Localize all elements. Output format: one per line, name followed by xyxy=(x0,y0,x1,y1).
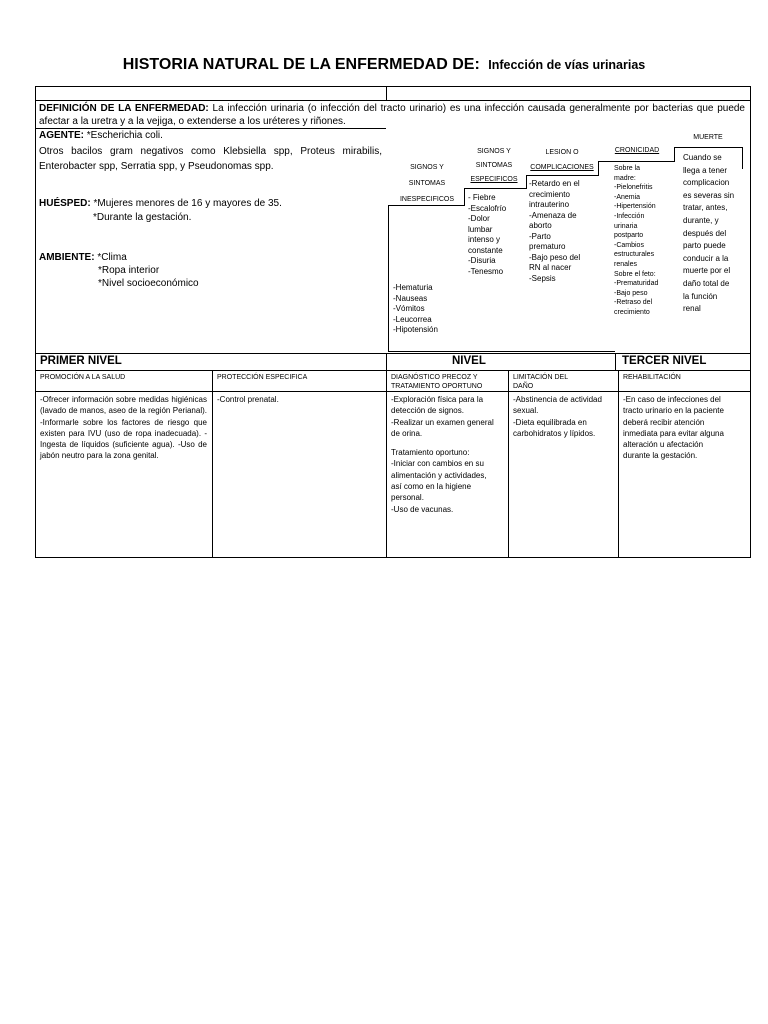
symptom-item: -Hipotensión xyxy=(393,325,438,334)
list-item: -Iniciar con cambios en su xyxy=(391,459,484,469)
list-cronicidad xyxy=(614,164,676,318)
list-item: alteración u afectación xyxy=(623,440,704,450)
complication-item: prematuro xyxy=(529,242,566,251)
header-line: LIMITACIÓN DEL xyxy=(513,374,569,381)
list-item xyxy=(391,439,506,447)
header-promocion: PROMOCIÓN A LA SALUD xyxy=(40,374,126,381)
list-item: alimentación y actividades, xyxy=(391,470,487,480)
content-limitacion xyxy=(513,394,616,439)
death-item: Cuando se xyxy=(683,153,722,162)
list-item: sexual. xyxy=(513,406,539,416)
definition-block xyxy=(39,103,745,128)
death-item: parto puede xyxy=(683,241,726,251)
agent-label: AGENTE: xyxy=(39,130,84,141)
definition-top xyxy=(35,100,751,101)
complication-item: aborto xyxy=(529,221,552,230)
stage-title-lesion xyxy=(526,145,598,175)
chronicity-item: -Hipertensión xyxy=(614,203,656,211)
chronicity-item: Sobre el feto: xyxy=(614,270,656,278)
chronicity-item: crecimiento xyxy=(614,308,650,316)
complication-item: -Bajo peso del xyxy=(529,252,581,262)
header-proteccion: PROTECCIÓN ESPECIFICA xyxy=(217,374,308,381)
death-item: durante, y xyxy=(683,215,719,225)
stage-title-muerte: MUERTE xyxy=(693,134,723,141)
chronicity-item: urinaria xyxy=(614,222,638,230)
stage-title-line: ESPECIFICOS xyxy=(470,176,518,183)
col-div-1 xyxy=(212,370,213,558)
chronicity-item: -Retraso del xyxy=(614,299,653,307)
stage-title-line: INESPECIFICOS xyxy=(399,196,455,203)
death-item: después del xyxy=(683,228,727,238)
symptom-item: -Hematuria xyxy=(393,283,433,292)
chronicity-item: -Pielonefritis xyxy=(614,184,653,192)
list-item: -Exploración física para la xyxy=(391,395,484,404)
list-item: Tratamiento oportuno: xyxy=(391,448,470,458)
levels-top xyxy=(35,353,751,354)
environment-label: AMBIENTE: xyxy=(39,252,95,263)
stage-title-line: COMPLICACIONES xyxy=(530,164,594,171)
agent-others: Otros bacilos gram negativos como Klebsiella spp, Proteus mirabilis, Enterobacter spp, Serratia spp, y Pseudonomas spp. xyxy=(39,146,382,172)
stair-v-1 xyxy=(464,188,465,206)
symptom-item: -Tenesmo xyxy=(468,266,504,276)
list-item: deberá recibir atención xyxy=(623,417,705,427)
symptom-item: -Leucorrea xyxy=(393,314,432,324)
list-item: carbohidratos y lípidos. xyxy=(513,428,596,438)
agent-line xyxy=(39,130,384,143)
death-item: daño total de xyxy=(683,278,730,288)
header-line: TRATAMIENTO OPORTUNO xyxy=(391,383,483,390)
list-item: -Dieta equilibrada en xyxy=(513,417,587,427)
header-diagnostico xyxy=(391,373,482,391)
content-diagnostico xyxy=(391,394,506,515)
frame-bottom xyxy=(35,557,751,558)
stage-title-line: SIGNOS Y xyxy=(477,148,511,155)
symptom-item: constante xyxy=(468,245,503,255)
stage-title-inespecificos xyxy=(392,160,462,208)
death-item: es severas sin xyxy=(683,190,735,200)
environment-block xyxy=(39,251,384,290)
complication-item: crecimiento xyxy=(529,189,570,199)
agent-value: *Escherichia coli. xyxy=(86,130,163,141)
levels-div-1 xyxy=(386,353,387,370)
chronicity-item: Sobre la xyxy=(614,165,641,172)
level-tercer: TERCER NIVEL xyxy=(622,355,707,367)
definition-text: La infección urinaria (o infección del tracto urinario) es una infección causada generalmente por bacterias que puede afectar a la uretra y a la vejiga, o extenderse a los uréteres y riñones. xyxy=(39,103,745,127)
chronicity-item: -Bajo peso xyxy=(614,289,648,297)
stage-title-especificos xyxy=(464,145,524,187)
list-item: inmediata para evitar alguna xyxy=(623,428,724,438)
list-item: -Abstinencia de actividad xyxy=(513,395,602,404)
stage-title-line: LESION O xyxy=(545,149,579,156)
header-line: DAÑO xyxy=(513,383,534,390)
list-item: -Control prenatal. xyxy=(217,395,279,404)
colhdr-bottom xyxy=(35,391,751,392)
stage-title-line: SINTOMAS xyxy=(408,180,446,187)
list-especificos xyxy=(468,193,526,277)
chronicity-item: madre: xyxy=(614,174,636,182)
title-main: HISTORIA NATURAL DE LA ENFERMEDAD DE: xyxy=(122,56,480,73)
host-label: HUÉSPED: xyxy=(39,198,91,209)
symptom-item: -Disuria xyxy=(468,256,496,265)
symptom-item: intenso y xyxy=(468,235,501,244)
environment-item: *Ropa interior xyxy=(98,265,160,276)
definition-label: DEFINICIÓN DE LA ENFERMEDAD: xyxy=(39,103,209,114)
complication-item: intrauterino xyxy=(529,200,570,209)
chronicity-item: -Anemia xyxy=(614,193,641,201)
death-item: tratar, antes, xyxy=(683,203,728,213)
environment-item: *Clima xyxy=(97,252,127,263)
stair-h-5 xyxy=(674,147,742,148)
frame-top xyxy=(35,86,751,87)
complication-item: RN al nacer xyxy=(529,263,572,272)
col-div-3 xyxy=(508,370,509,558)
chronicity-item: -Prematuridad xyxy=(614,280,659,288)
levels-mid xyxy=(35,370,751,371)
col-div-4 xyxy=(618,370,619,558)
stair-v-2 xyxy=(526,175,527,189)
title-disease: Infección de vías urinarias xyxy=(488,58,646,72)
stage-title-line: SIGNOS Y xyxy=(410,164,444,171)
chronicity-item: -Cambios xyxy=(614,241,644,249)
symptom-item: - Fiebre xyxy=(468,193,496,202)
list-item: -En caso de infecciones del xyxy=(623,395,721,404)
complication-item: -Parto xyxy=(529,231,551,241)
list-item: detección de signos. xyxy=(391,406,464,416)
stair-v-4 xyxy=(674,147,675,162)
host-block xyxy=(39,197,384,225)
content-promocion: -Ofrecer información sobre medidas higiénicas (lavado de manos, aseo de la región Perianal). -Informarle sobre los factores de riesgo que existen para IVU (uso de ropa inadecuada). -Ingesta de líquidos (suficiente agua). -Uso de jabón neutro para la zona genital. xyxy=(40,395,207,461)
death-item: la función xyxy=(683,291,718,301)
chronicity-item: postparto xyxy=(614,232,644,240)
list-item: -Uso de vacunas. xyxy=(391,504,454,514)
header-limitacion xyxy=(513,373,568,391)
symptom-item: lumbar xyxy=(468,224,493,234)
stair-h-3 xyxy=(526,175,598,176)
symptom-item: -Dolor xyxy=(468,214,490,223)
list-item: durante la gestación. xyxy=(623,451,698,461)
stair-bottom xyxy=(388,351,615,352)
list-item: así como en la higiene xyxy=(391,482,472,492)
level-primer: PRIMER NIVEL xyxy=(40,355,122,367)
complication-item: -Sepsis xyxy=(529,273,556,283)
death-item: complicacion xyxy=(683,178,730,188)
chronicity-item: -Infección xyxy=(614,212,645,220)
list-item: -Realizar un examen general xyxy=(391,417,494,427)
host-item: *Durante la gestación. xyxy=(93,212,192,223)
frame-left xyxy=(35,86,36,558)
chronicity-item: estructurales xyxy=(614,251,655,259)
stair-v-3 xyxy=(598,161,599,176)
death-item: llega a tener xyxy=(683,165,728,175)
symptom-item: -Escalofrío xyxy=(468,203,507,213)
stair-h-2 xyxy=(464,188,526,189)
host-item: *Mujeres menores de 16 y mayores de 35. xyxy=(93,198,282,209)
frame-top-split xyxy=(386,86,387,100)
frame-right xyxy=(750,86,751,558)
header-rehabilitacion: REHABILITACIÓN xyxy=(623,374,681,381)
list-item: de orina. xyxy=(391,428,423,438)
death-item: muerte por el xyxy=(683,266,731,276)
symptom-item: -Vómitos xyxy=(393,304,425,313)
complication-item: -Retardo en el xyxy=(529,179,580,188)
list-item: personal. xyxy=(391,493,424,503)
header-line: DIAGNÓSTICO PRECOZ Y xyxy=(391,374,478,381)
content-rehabilitacion xyxy=(623,394,748,462)
levels-div-2 xyxy=(615,353,616,370)
col-div-2 xyxy=(386,370,387,558)
list-item: tracto urinario en la paciente xyxy=(623,406,724,416)
stair-v-left xyxy=(388,205,389,351)
death-item: renal xyxy=(683,304,701,314)
list-inespecificos xyxy=(393,283,465,336)
content-proteccion xyxy=(217,394,382,405)
list-lesion xyxy=(529,179,601,284)
list-muerte xyxy=(683,152,747,316)
complication-item: -Amenaza de xyxy=(529,210,577,220)
level-segundo: NIVEL xyxy=(452,355,486,367)
page-title xyxy=(0,56,768,74)
stage-title-line: SINTOMAS xyxy=(475,162,513,169)
stage-title-cronicidad: CRONICIDAD xyxy=(614,147,660,154)
death-item: conducir a la xyxy=(683,253,729,263)
definition-bottom xyxy=(35,128,386,129)
environment-item: *Nivel socioeconómico xyxy=(98,278,199,289)
stair-h-4 xyxy=(598,161,674,162)
symptom-item: -Nauseas xyxy=(393,293,428,303)
chronicity-item: renales xyxy=(614,260,637,268)
